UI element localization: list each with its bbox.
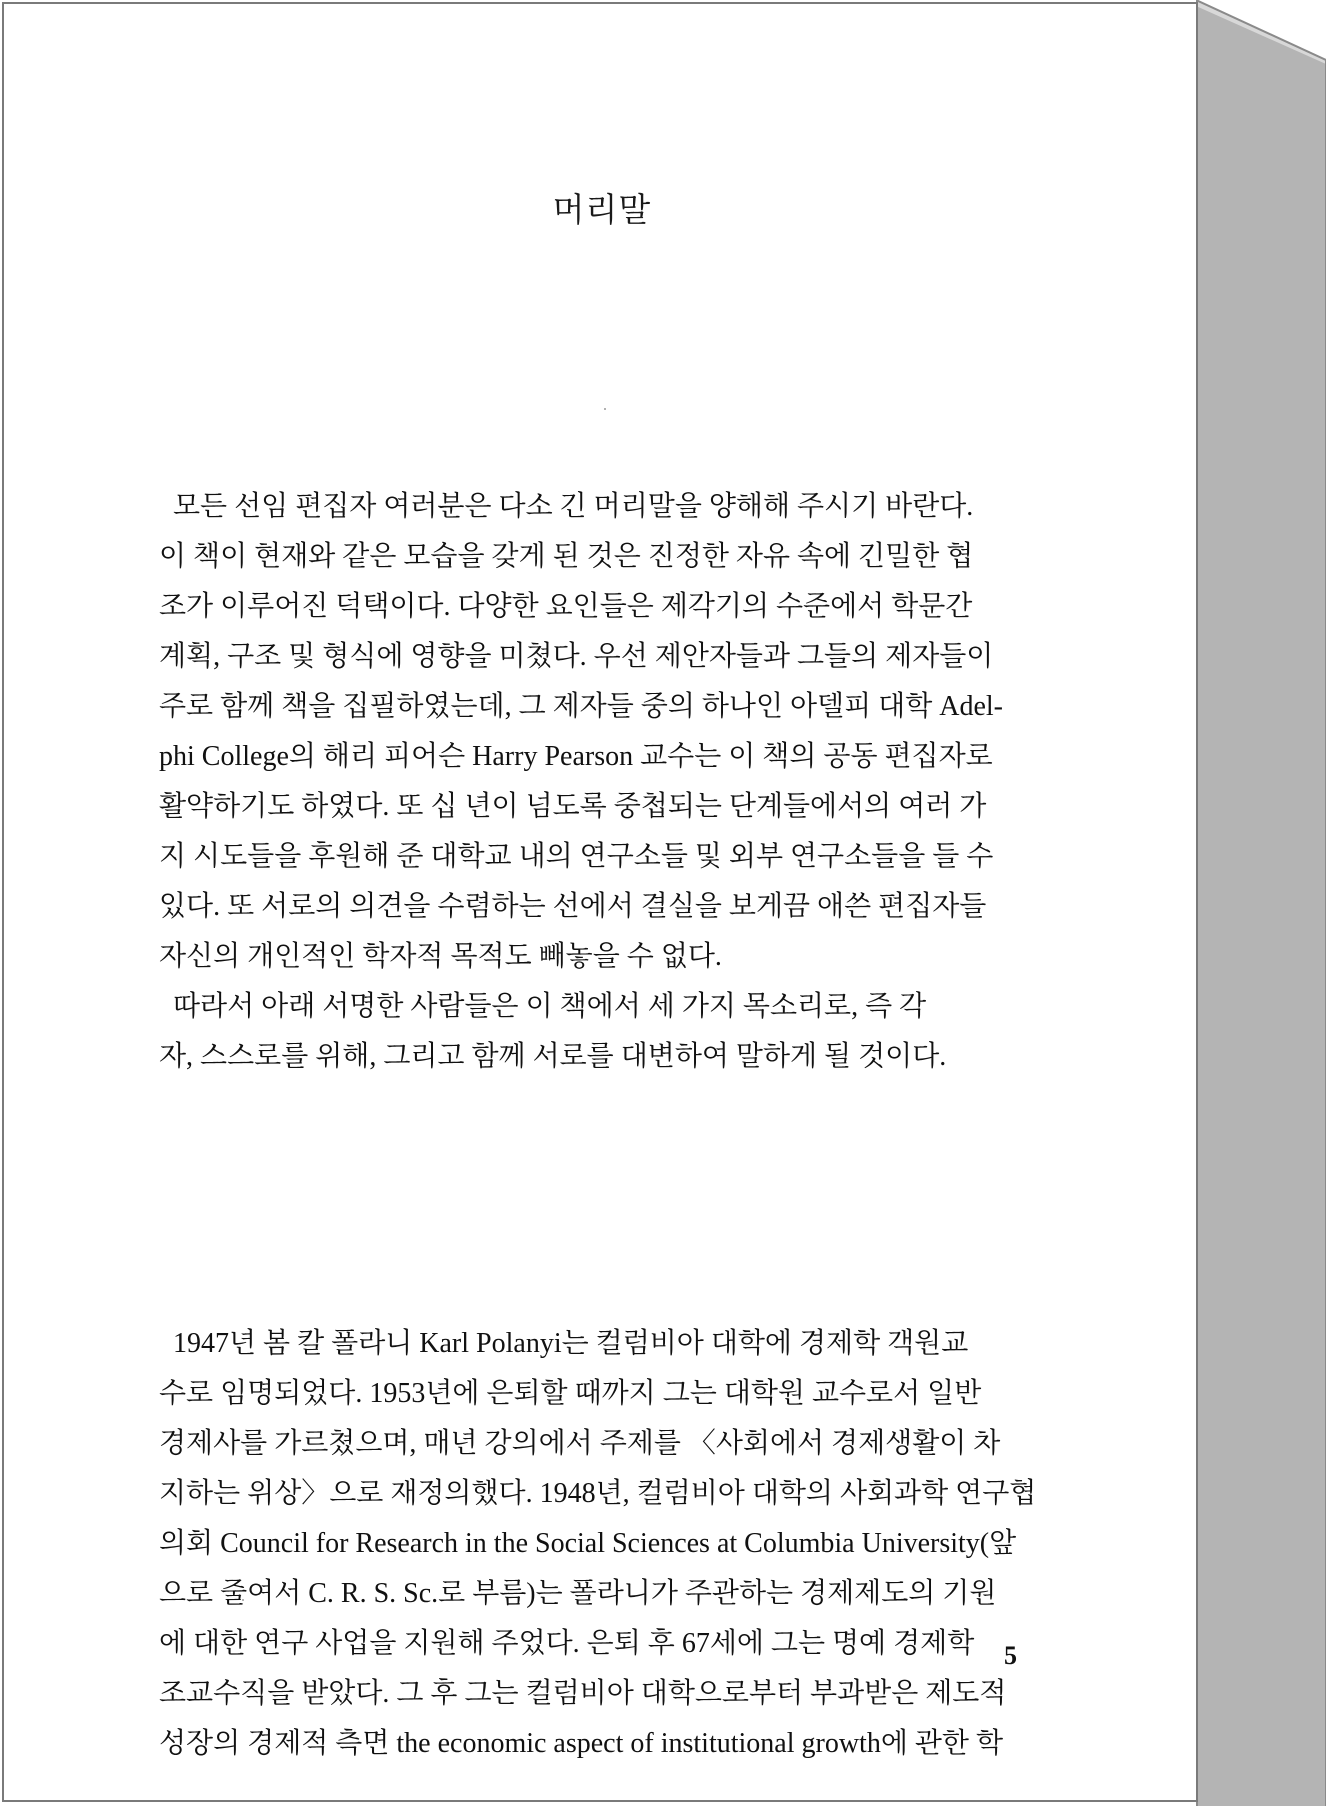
text-line: 지 시도들을 후원해 준 대학교 내의 연구소들 및 외부 연구소들을 들 수 bbox=[159, 841, 994, 872]
scan-speck bbox=[604, 408, 606, 410]
text-line: 있다. 또 서로의 의견을 수렴하는 선에서 결실을 보게끔 애쓴 편집자들 bbox=[159, 891, 987, 922]
text-line: 모든 선임 편집자 여러분은 다소 긴 머리말을 양해해 주시기 바란다. bbox=[159, 491, 974, 522]
page-stack-edge bbox=[1196, 0, 1326, 1806]
text-line: 의회 Council for Research in the Social Sciences at Columbia University(앞 bbox=[159, 1528, 1017, 1559]
text-line: 자신의 개인적인 학자적 목적도 빼놓을 수 없다. bbox=[159, 941, 722, 972]
text-line: 조가 이루어진 덕택이다. 다양한 요인들은 제각기의 수준에서 학문간 bbox=[159, 591, 973, 622]
preface-paragraph-2 bbox=[159, 1319, 1056, 1769]
text-line: 자, 스스로를 위해, 그리고 함께 서로를 대변하여 말하게 될 것이다. bbox=[159, 1041, 947, 1072]
page-stack-edge-graphic bbox=[1196, 0, 1326, 1806]
text-line: 지하는 위상〉으로 재정의했다. 1948년, 컬럼비아 대학의 사회과학 연구협 bbox=[159, 1478, 1037, 1509]
text-line: 수로 임명되었다. 1953년에 은퇴할 때까지 그는 대학원 교수로서 일반 bbox=[159, 1378, 982, 1409]
text-line: 따라서 아래 서명한 사람들은 이 책에서 세 가지 목소리로, 즉 각 bbox=[159, 991, 927, 1022]
text-line: 주로 함께 책을 집필하였는데, 그 제자들 중의 하나인 아델피 대학 Adel- bbox=[159, 691, 1004, 722]
text-line: 1947년 봄 칼 폴라니 Karl Polanyi는 컬럼비아 대학에 경제학 객원교 bbox=[159, 1328, 969, 1359]
text-line: 성장의 경제적 측면 the economic aspect of institutional growth에 관한 학 bbox=[159, 1728, 1004, 1759]
page-number: 5 bbox=[1004, 1641, 1017, 1670]
text-line: 으로 줄여서 C. R. S. Sc.로 부름)는 폴라니가 주관하는 경제제도의 기원 bbox=[159, 1578, 997, 1609]
text-line: 에 대한 연구 사업을 지원해 주었다. 은퇴 후 67세에 그는 명예 경제학 bbox=[159, 1628, 975, 1659]
text-line: 경제사를 가르쳤으며, 매년 강의에서 주제를 〈사회에서 경제생활이 차 bbox=[159, 1428, 1001, 1459]
text-line: 활약하기도 하였다. 또 십 년이 넘도록 중첩되는 단계들에서의 여러 가 bbox=[159, 791, 987, 822]
text-line: 이 책이 현재와 같은 모습을 갖게 된 것은 진정한 자유 속에 긴밀한 협 bbox=[159, 541, 974, 572]
text-line: 계획, 구조 및 형식에 영향을 미쳤다. 우선 제안자들과 그들의 제자들이 bbox=[159, 641, 994, 672]
text-line: phi College의 해리 피어슨 Harry Pearson 교수는 이 책의 공동 편집자로 bbox=[159, 741, 993, 772]
text-line: 조교수직을 받았다. 그 후 그는 컬럼비아 대학으로부터 부과받은 제도적 bbox=[159, 1678, 1007, 1709]
book-page bbox=[2, 2, 1198, 1802]
page-title: 머리말 bbox=[552, 190, 652, 229]
preface-paragraph-1 bbox=[159, 482, 1056, 1082]
